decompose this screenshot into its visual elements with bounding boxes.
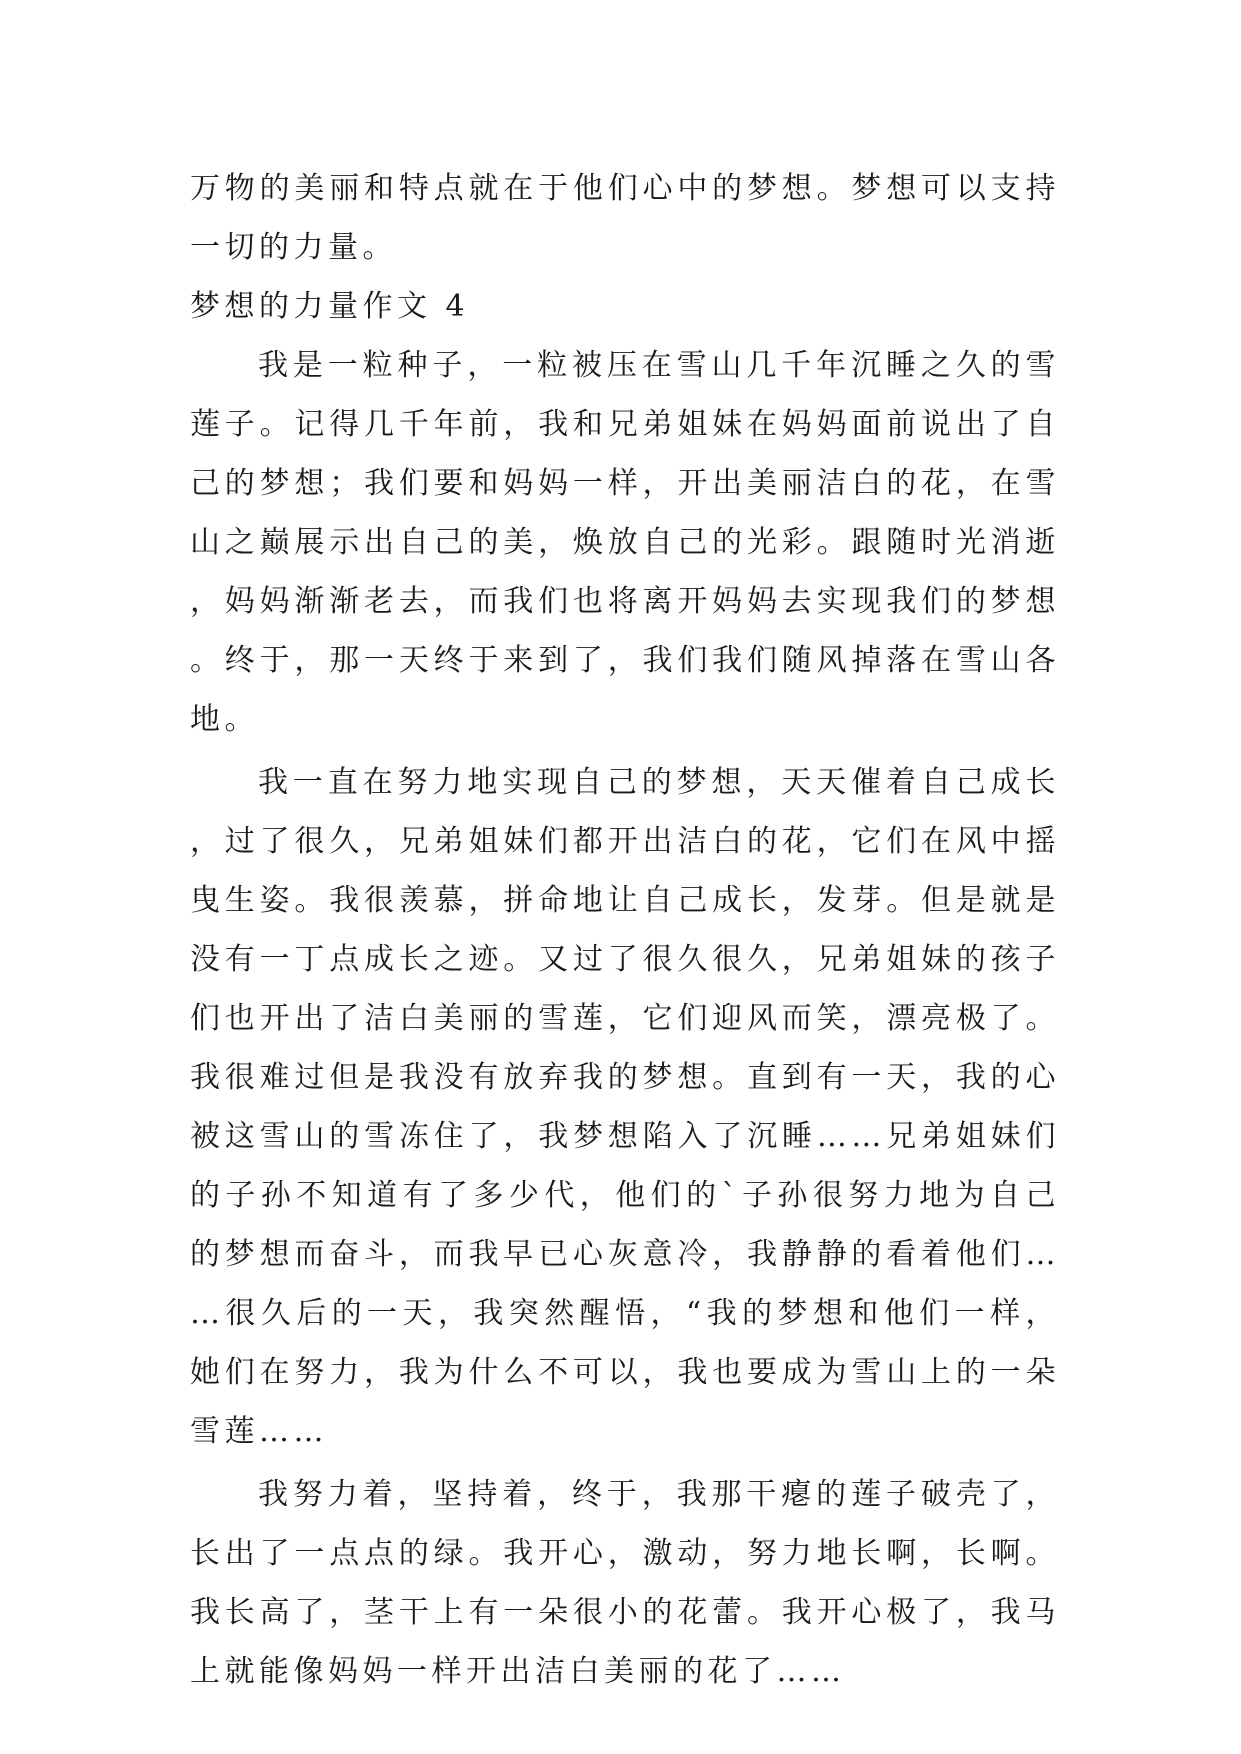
section-title: 梦想的力量作文 4 <box>190 289 470 324</box>
intro-paragraph: 万物的美丽和特点就在于他们心中的梦想。梦想可以支持一切的力量。 <box>190 171 1060 265</box>
document-body <box>190 159 1060 1701</box>
paragraph-3: 我努力着，坚持着，终于，我那干瘪的莲子破壳了，长出了一点点的绿。我开心，激动，努力地长啊，长啊。我长高了，茎干上有一朵很小的花蕾。我开心极了，我马上就能像妈妈一样开出洁白美丽的花了…… <box>190 1477 1060 1689</box>
paragraph-2: 我一直在努力地实现自己的梦想，天天催着自己成长，过了很久，兄弟姐妹们都开出洁白的花，它们在风中摇曳生姿。我很羡慕，拼命地让自己成长，发芽。但是就是没有一丁点成长之迹。又过了很久很久，兄弟姐妹的孩子们也开出了洁白美丽的雪莲，它们迎风而笑，漂亮极了。我很难过但是我没有放弃我的梦想。直到有一天，我的心被这雪山的雪冻住了，我梦想陷入了沉睡……兄弟姐妹们的子孙不知道有了多少代，他们的`子孙很努力地为自己的梦想而奋斗，而我早已心灰意冷，我静静的看着他们……很久后的一天，我突然醒悟，“我的梦想和他们一样，她们在努力，我为什么不可以，我也要成为雪山上的一朵雪莲…… <box>190 765 1060 1449</box>
paragraph-1: 我是一粒种子，一粒被压在雪山几千年沉睡之久的雪莲子。记得几千年前，我和兄弟姐妹在妈妈面前说出了自己的梦想；我们要和妈妈一样，开出美丽洁白的花，在雪山之巅展示出自己的美，焕放自己的光彩。跟随时光消逝，妈妈渐渐老去，而我们也将离开妈妈去实现我们的梦想。终于，那一天终于来到了，我们我们随风掉落在雪山各地。 <box>190 348 1060 737</box>
